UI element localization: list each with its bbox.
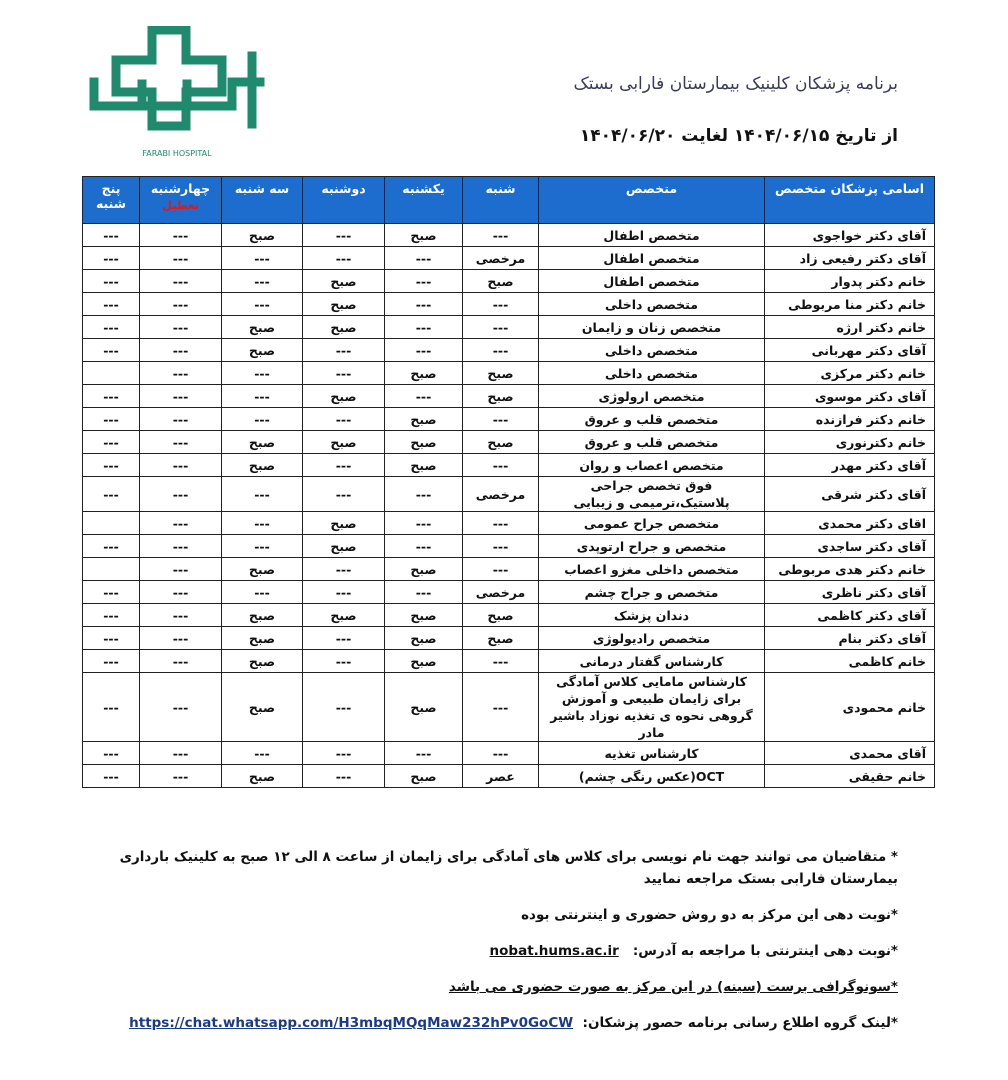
thursday-cell: ---: [83, 535, 140, 558]
doctor-name-cell: خانم دکتر مرکزی: [765, 362, 935, 385]
table-header-row: [83, 177, 935, 224]
specialty-cell: متخصص قلب و عروق: [539, 408, 765, 431]
date-range: از تاریخ ۱۴۰۴/۰۶/۱۵ لغایت ۱۴۰۴/۰۶/۲۰: [579, 126, 898, 146]
sunday-cell: صبح: [385, 604, 463, 627]
specialty-cell: OCT(عکس رنگی چشم): [539, 765, 765, 788]
sunday-cell: صبح: [385, 362, 463, 385]
saturday-cell: ---: [463, 650, 539, 673]
table-row: [83, 408, 935, 431]
saturday-cell: مرخصی: [463, 247, 539, 270]
thursday-cell: ---: [83, 454, 140, 477]
doctor-name-cell: آقای دکتر مهربانی: [765, 339, 935, 362]
sunday-cell: ---: [385, 512, 463, 535]
header-sunday: یکشنبه: [385, 177, 463, 224]
doctor-name-cell: آقای دکتر موسوی: [765, 385, 935, 408]
specialty-cell: متخصص قلب و عروق: [539, 431, 765, 454]
tuesday-cell: ---: [222, 247, 303, 270]
tuesday-cell: صبح: [222, 558, 303, 581]
monday-cell: ---: [303, 765, 385, 788]
thursday-cell: ---: [83, 224, 140, 247]
note-online-booking: [98, 940, 898, 962]
thursday-cell: ---: [83, 339, 140, 362]
thursday-cell: ---: [83, 627, 140, 650]
monday-cell: صبح: [303, 512, 385, 535]
wednesday-cell: ---: [140, 742, 222, 765]
wednesday-cell: ---: [140, 558, 222, 581]
sunday-cell: صبح: [385, 224, 463, 247]
wednesday-cell: ---: [140, 673, 222, 742]
tuesday-cell: ---: [222, 477, 303, 512]
saturday-cell: ---: [463, 224, 539, 247]
tuesday-cell: ---: [222, 270, 303, 293]
specialty-cell: متخصص جراح عمومی: [539, 512, 765, 535]
table-row: [83, 247, 935, 270]
table-row: [83, 535, 935, 558]
table-row: [83, 673, 935, 742]
saturday-cell: ---: [463, 293, 539, 316]
specialty-cell: متخصص اطفال: [539, 224, 765, 247]
tuesday-cell: صبح: [222, 454, 303, 477]
wednesday-cell: ---: [140, 316, 222, 339]
header-saturday: شنبه: [463, 177, 539, 224]
doctor-name-cell: آقای محمدی: [765, 742, 935, 765]
sunday-cell: ---: [385, 316, 463, 339]
thursday-cell: ---: [83, 293, 140, 316]
sunday-cell: صبح: [385, 558, 463, 581]
saturday-cell: ---: [463, 512, 539, 535]
wednesday-cell: ---: [140, 339, 222, 362]
saturday-cell: صبح: [463, 362, 539, 385]
specialty-cell: کارشناس مامایی کلاس آمادگی برای زایمان طبیعی و آموزش گروهی نحوه ی تغذیه نوزاد باشیر مادر: [539, 673, 765, 742]
wednesday-cell: ---: [140, 512, 222, 535]
sunday-cell: ---: [385, 339, 463, 362]
monday-cell: ---: [303, 477, 385, 512]
monday-cell: صبح: [303, 270, 385, 293]
wednesday-cell: ---: [140, 293, 222, 316]
table-row: [83, 742, 935, 765]
doctor-name-cell: خانم دکتر هدی مربوطی: [765, 558, 935, 581]
doctor-name-cell: خانم دکتر فرازنده: [765, 408, 935, 431]
thursday-cell: ---: [83, 604, 140, 627]
wednesday-cell: ---: [140, 247, 222, 270]
specialty-cell: کارشناس تغذیه: [539, 742, 765, 765]
hospital-logo: [82, 26, 272, 160]
monday-cell: ---: [303, 673, 385, 742]
specialty-cell: متخصص ارولوژی: [539, 385, 765, 408]
header-specialty: متخصص: [539, 177, 765, 224]
specialty-cell: متخصص داخلی: [539, 339, 765, 362]
monday-cell: ---: [303, 339, 385, 362]
saturday-cell: صبح: [463, 627, 539, 650]
sunday-cell: ---: [385, 247, 463, 270]
doctor-name-cell: آقای دکتر خواجوی: [765, 224, 935, 247]
sunday-cell: صبح: [385, 765, 463, 788]
monday-cell: ---: [303, 650, 385, 673]
saturday-cell: ---: [463, 454, 539, 477]
sunday-cell: ---: [385, 270, 463, 293]
thursday-cell: [83, 512, 140, 535]
table-row: [83, 558, 935, 581]
specialty-cell: متخصص داخلی مغزو اعصاب: [539, 558, 765, 581]
wednesday-cell: ---: [140, 362, 222, 385]
table-row: [83, 316, 935, 339]
notes-section: [98, 846, 898, 1048]
specialty-cell: متخصص رادیولوژی: [539, 627, 765, 650]
monday-cell: ---: [303, 224, 385, 247]
sunday-cell: صبح: [385, 673, 463, 742]
monday-cell: ---: [303, 627, 385, 650]
tuesday-cell: صبح: [222, 673, 303, 742]
sunday-cell: ---: [385, 293, 463, 316]
logo-caption: FARABI HOSPITAL: [142, 149, 212, 158]
specialty-cell: متخصص و جراح چشم: [539, 581, 765, 604]
header-tuesday: سه شنبه: [222, 177, 303, 224]
saturday-cell: ---: [463, 558, 539, 581]
doctor-name-cell: آقای دکتر بنام: [765, 627, 935, 650]
table-row: [83, 765, 935, 788]
monday-cell: ---: [303, 454, 385, 477]
saturday-cell: ---: [463, 742, 539, 765]
saturday-cell: ---: [463, 673, 539, 742]
note-whatsapp-group: [98, 1012, 898, 1034]
table-row: [83, 339, 935, 362]
tuesday-cell: ---: [222, 293, 303, 316]
specialty-cell: متخصص داخلی: [539, 293, 765, 316]
tuesday-cell: ---: [222, 581, 303, 604]
online-booking-label: *نوبت دهی اینترنتی با مراجعه به آدرس:: [632, 943, 898, 959]
sunday-cell: صبح: [385, 627, 463, 650]
doctor-schedule-table: [82, 176, 935, 788]
wednesday-cell: ---: [140, 431, 222, 454]
doctor-name-cell: خانم دکتر ارژه: [765, 316, 935, 339]
monday-cell: صبح: [303, 535, 385, 558]
table-row: [83, 362, 935, 385]
sunday-cell: ---: [385, 385, 463, 408]
table-row: [83, 431, 935, 454]
specialty-cell: متخصص و جراح ارتوپدی: [539, 535, 765, 558]
wednesday-cell: ---: [140, 270, 222, 293]
thursday-cell: ---: [83, 650, 140, 673]
monday-cell: صبح: [303, 385, 385, 408]
thursday-cell: ---: [83, 385, 140, 408]
wednesday-cell: ---: [140, 408, 222, 431]
wednesday-cell: ---: [140, 650, 222, 673]
doctor-name-cell: خانم دکتر پدوار: [765, 270, 935, 293]
specialty-cell: کارشناس گفتار درمانی: [539, 650, 765, 673]
specialty-cell: متخصص داخلی: [539, 362, 765, 385]
tuesday-cell: صبح: [222, 316, 303, 339]
wednesday-cell: ---: [140, 765, 222, 788]
header-wednesday: [140, 177, 222, 224]
doctor-name-cell: خانم محمودی: [765, 673, 935, 742]
thursday-cell: ---: [83, 477, 140, 512]
saturday-cell: صبح: [463, 385, 539, 408]
tuesday-cell: صبح: [222, 604, 303, 627]
thursday-cell: ---: [83, 431, 140, 454]
saturday-cell: مرخصی: [463, 581, 539, 604]
thursday-cell: ---: [83, 408, 140, 431]
doctor-name-cell: اقای دکتر محمدی: [765, 512, 935, 535]
doctor-name-cell: آقای دکتر ناظری: [765, 581, 935, 604]
wednesday-cell: ---: [140, 535, 222, 558]
sunday-cell: صبح: [385, 431, 463, 454]
doctor-name-cell: خانم کاظمی: [765, 650, 935, 673]
tuesday-cell: صبح: [222, 339, 303, 362]
header-monday: دوشنبه: [303, 177, 385, 224]
table-row: [83, 224, 935, 247]
saturday-cell: ---: [463, 339, 539, 362]
monday-cell: ---: [303, 362, 385, 385]
thursday-cell: ---: [83, 270, 140, 293]
tuesday-cell: صبح: [222, 650, 303, 673]
page-title: برنامه پزشکان کلینیک بیمارستان فارابی بستک: [573, 74, 898, 94]
tuesday-cell: صبح: [222, 765, 303, 788]
table-row: [83, 604, 935, 627]
header-thursday: پنج شنبه: [83, 177, 140, 224]
tuesday-cell: ---: [222, 512, 303, 535]
doctor-name-cell: آقای دکتر ساجدی: [765, 535, 935, 558]
thursday-cell: ---: [83, 316, 140, 339]
wednesday-cell: ---: [140, 385, 222, 408]
monday-cell: ---: [303, 742, 385, 765]
specialty-cell: دندان پزشک: [539, 604, 765, 627]
tuesday-cell: صبح: [222, 627, 303, 650]
specialty-cell: متخصص زنان و زایمان: [539, 316, 765, 339]
table-row: [83, 650, 935, 673]
saturday-cell: ---: [463, 408, 539, 431]
tuesday-cell: ---: [222, 742, 303, 765]
whatsapp-group-label: *لینک گروه اطلاع رسانی برنامه حصور پزشکان:: [582, 1015, 898, 1031]
tuesday-cell: ---: [222, 535, 303, 558]
tuesday-cell: ---: [222, 385, 303, 408]
sunday-cell: ---: [385, 581, 463, 604]
sunday-cell: ---: [385, 742, 463, 765]
monday-cell: صبح: [303, 316, 385, 339]
wednesday-cell: ---: [140, 224, 222, 247]
doctor-name-cell: خانم دکترنوری: [765, 431, 935, 454]
thursday-cell: ---: [83, 742, 140, 765]
note-booking-methods: *نوبت دهی این مرکز به دو روش حضوری و اینترنتی بوده: [521, 907, 898, 923]
specialty-cell: فوق تخصص جراحی پلاستیک،ترمیمی و زیبایی: [539, 477, 765, 512]
tuesday-cell: صبح: [222, 224, 303, 247]
saturday-cell: صبح: [463, 604, 539, 627]
thursday-cell: [83, 558, 140, 581]
doctor-name-cell: آقای دکتر شرقی: [765, 477, 935, 512]
tuesday-cell: ---: [222, 362, 303, 385]
header-wednesday-label: چهارشنبه: [150, 181, 211, 196]
doctor-name-cell: خانم دکتر منا مربوطی: [765, 293, 935, 316]
specialty-cell: متخصص اطفال: [539, 270, 765, 293]
table-body: [83, 224, 935, 788]
wednesday-cell: ---: [140, 581, 222, 604]
thursday-cell: ---: [83, 673, 140, 742]
saturday-cell: مرخصی: [463, 477, 539, 512]
thursday-cell: ---: [83, 765, 140, 788]
sunday-cell: ---: [385, 535, 463, 558]
thursday-cell: [83, 362, 140, 385]
specialty-cell: متخصص اطفال: [539, 247, 765, 270]
online-booking-link[interactable]: nobat.hums.ac.ir: [489, 943, 619, 959]
tuesday-cell: صبح: [222, 431, 303, 454]
wednesday-closed-note: تعطیل: [162, 198, 199, 212]
thursday-cell: ---: [83, 581, 140, 604]
wednesday-cell: ---: [140, 477, 222, 512]
doctor-name-cell: آقای دکتر رفیعی زاد: [765, 247, 935, 270]
table-row: [83, 385, 935, 408]
thursday-cell: ---: [83, 247, 140, 270]
note-breast-sonography: *سونوگرافی برست (سینه) در این مرکز به صورت حضوری می باشد: [448, 979, 898, 995]
tuesday-cell: ---: [222, 408, 303, 431]
saturday-cell: صبح: [463, 431, 539, 454]
table-row: [83, 581, 935, 604]
specialty-cell: متخصص اعصاب و روان: [539, 454, 765, 477]
note-registration: * متقاضیان می توانند جهت نام نویسی برای کلاس های آمادگی برای زایمان از ساعت ۸ الی ۱۲ صبح به کلینیک بارداری بیمارستان فارابی بستک مراجعه نمایید: [119, 849, 898, 887]
monday-cell: صبح: [303, 293, 385, 316]
doctor-name-cell: آقای دکتر مهدر: [765, 454, 935, 477]
table-row: [83, 293, 935, 316]
saturday-cell: ---: [463, 535, 539, 558]
monday-cell: ---: [303, 408, 385, 431]
table-row: [83, 477, 935, 512]
whatsapp-group-link[interactable]: https://chat.whatsapp.com/H3mbqMQqMaw232hPv0GoCW: [129, 1015, 574, 1031]
monday-cell: ---: [303, 558, 385, 581]
sunday-cell: ---: [385, 477, 463, 512]
monday-cell: صبح: [303, 604, 385, 627]
sunday-cell: صبح: [385, 650, 463, 673]
table-row: [83, 454, 935, 477]
header-doctor-names: اسامی پزشکان متخصص: [765, 177, 935, 224]
wednesday-cell: ---: [140, 627, 222, 650]
doctor-name-cell: آقای دکتر کاظمی: [765, 604, 935, 627]
monday-cell: صبح: [303, 431, 385, 454]
table-row: [83, 270, 935, 293]
table-row: [83, 627, 935, 650]
table-row: [83, 512, 935, 535]
wednesday-cell: ---: [140, 454, 222, 477]
saturday-cell: ---: [463, 316, 539, 339]
sunday-cell: صبح: [385, 408, 463, 431]
doctor-name-cell: خانم حقیقی: [765, 765, 935, 788]
saturday-cell: صبح: [463, 270, 539, 293]
saturday-cell: عصر: [463, 765, 539, 788]
monday-cell: ---: [303, 247, 385, 270]
sunday-cell: صبح: [385, 454, 463, 477]
wednesday-cell: ---: [140, 604, 222, 627]
monday-cell: ---: [303, 581, 385, 604]
